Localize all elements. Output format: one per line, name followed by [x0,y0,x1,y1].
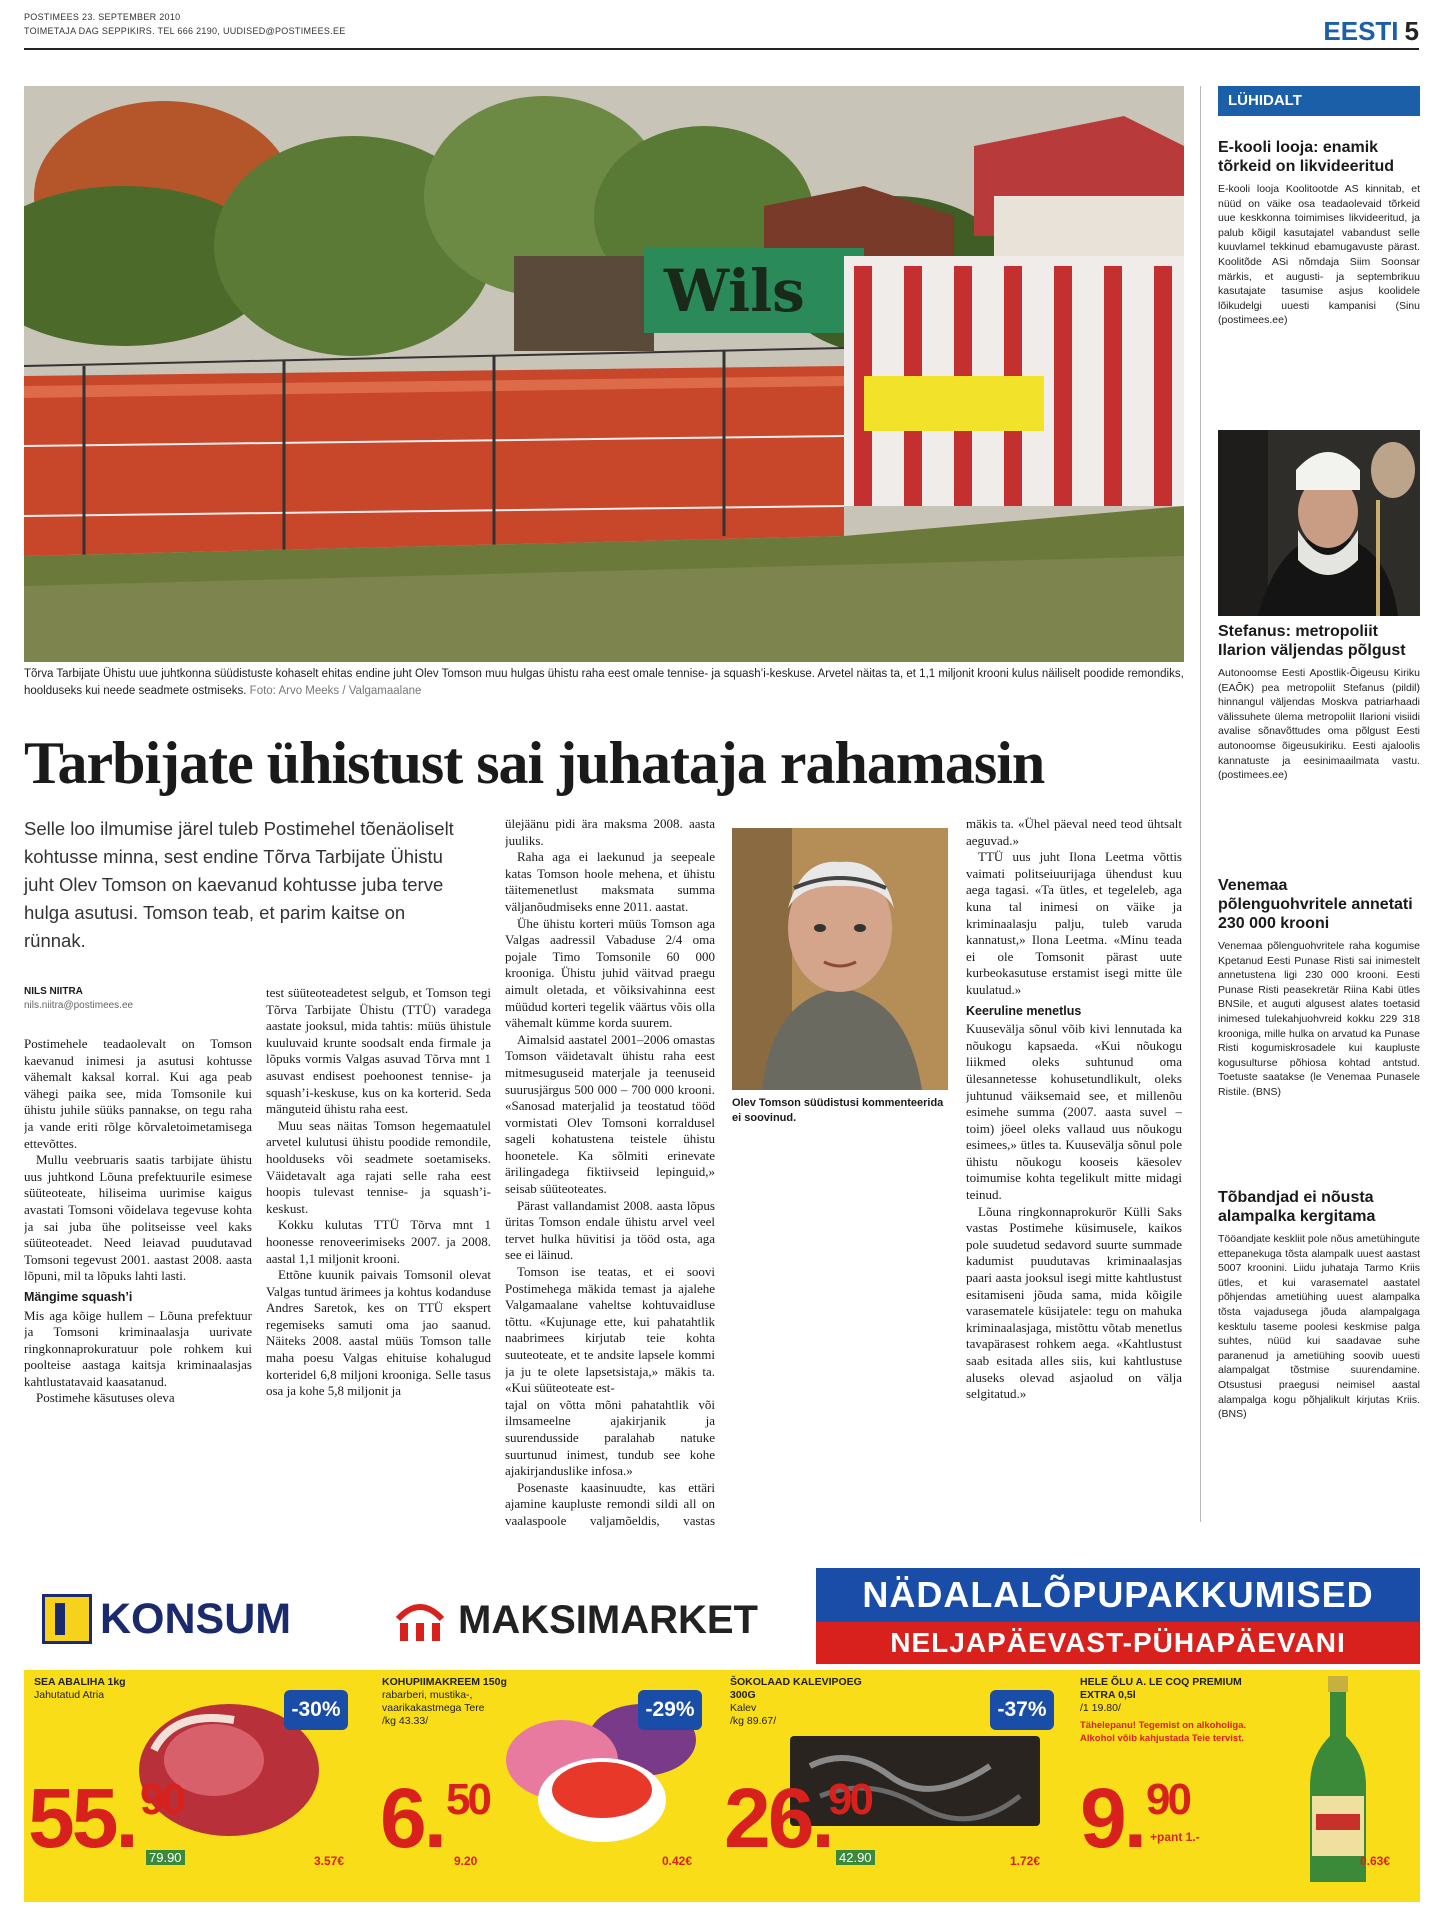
sidebar-item-text: Autonoomse Eesti Apostlik-Õigeusu Kiriku (EAÕK) pea metropoliit Stefanus (pildil) hinnangul väljendas Moskva patriarhaadi välissuhete ülema metropoliit Ilarioni visiidi avalise sõnavõttudes oma põlgust Eesti autonoomse õigeusukiriku. Eesti ajaloolis kannatuste ja eesinimaailmata vastu. (postimees.ee) [1218,667,1420,782]
masthead-info [24,10,346,38]
subheading: Mängime squash’i [24,1289,133,1304]
maksimarket-logo [394,1598,758,1643]
discount-badge: -30% [284,1690,348,1730]
sidebar-item-title: E-kooli looja: enamik tõrkeid on likvideeritud [1218,139,1395,175]
section-label [1323,16,1419,47]
maksimarket-icon [394,1599,446,1643]
price-decimal: 50 [446,1775,489,1824]
metropolitan-photo [1218,430,1420,616]
subheading: Keeruline menetlus [966,1003,1082,1018]
product-chocolate [720,1670,1070,1882]
konsum-icon [42,1594,92,1644]
sidebar-item-title: Venemaa põlenguohvritele annetati 230 000 krooni [1218,877,1413,932]
product-desc: Kalev [730,1702,757,1714]
paragraph: Ühe ühistu korteri müüs Tomson aga Valgas aadressil Vabaduse 2/4 oma pojale Timo Tomsonile 60 000 krooniga. Ühistu juhid väitvad praegu aimult oletada, et võiksivahinna eest müüdud korteri tegelik väärtus võis olla vähemalt kümme korda suurem. [505,915,715,1031]
article-headline: Tarbijate ühistust sai juhataja rahamasin [24,730,1045,796]
old-price: 9.20 [454,1854,478,1868]
paragraph: Lõuna ringkonnaprokurör Külli Saks vastas Postimehe küsimusele, kaikos pole suudetud sedavord suurte summade kadumist puudutavas kriminaalasjas paari aasta jooksul isegi mitte kahtlustust esitamiseni jõuda sama, mida kõigile varasematele küsijatele: tegu on mahuka kriminaalasjaga, mistõttu võtab menetlus tavapärasest rohkem aega. «Kahtlustust saab esitada alles siis, kui kahtlustuse aluseks olevad asjaolud on välja selgitatud.» [966,1203,1182,1402]
paragraph: Muu seas näitas Tomson hegemaatulel arvetel kulutusi ühistu poodide remondile, hoolduseks või seadmete soetamiseks. Väidetavalt aga rajati selle raha eest hoopis tulevast tennise- ja squash’i-keskust. [266,1117,491,1216]
euro-price: 1.72€ [1010,1854,1041,1868]
product-pork [24,1670,372,1882]
discount-badge: -37% [990,1690,1054,1730]
euro-price: 0.42€ [662,1854,693,1868]
section-name: EESTI [1323,16,1399,46]
product-unit-price: /kg 89.67/ [730,1715,777,1727]
price-decimal: 90 [140,1775,183,1824]
discount-badge: -29% [638,1690,702,1730]
sidebar-item-title: Tõbandjad ei nõusta alampalka kergitama [1218,1189,1376,1225]
column-divider [1200,86,1201,1522]
sidebar-item-text: E-kooli looja Koolitootde AS kinnitab, et nüüd on väike osa teadaolevaid tõrkeid uue keskkonna toimimises likvideeritud, ja palub kõigil kasutajatel vabandust selle kuuvlamel tekkinud ebamugavuste pärast. Koolitõde ASi nõmdaja Siim Soonsar märkis, et augusti- ja septembrikuu kasutajate tasumise asjus koolidele lõikudelgi uuesti kampanisi (Sinu (postimees.ee) [1218,183,1420,327]
price-decimal: 90 [1146,1775,1189,1824]
sidebar-item-text: Venemaa põlenguohvritele raha kogumise Kpetanud Eesti Punase Risti sai inimestelt annetustena ligi 230 000 krooni. Eesti Punase Risti peasekretär Riina Kabi ütles BNSile, et auguti algusest alates toetasid inimesed tulekahjuohvreid kokku 229 318 krooniga, mille hulka on arvatud ka Punase Risti kogumiskrosadele kui kaupluste kogusulturse põhiosa kohtad antstud. Toetuste saatakse (le Venemaa Punasele Ristile. (BNS) [1218,940,1420,1098]
sidebar-header: LÜHIDALT [1218,86,1420,116]
article-column-1 [24,1036,252,1530]
paragraph: Posenaste kaasinuudte, kas ettäri ajamine kaupluste remondi sildi all on vaalaspoole valjamõeldis, vastas [505,1479,715,1528]
paragraph: Tomson ise teatas, et ei soovi Postimehega mäkida temast ja ajalehe Valgamaalane vaheltse kohtuvaidluse tõttu. «Kujunage ette, kui pahatahtlik naabrimees kirjutab teie kohta suuteoteate, et te andsite lapsele kommi ja ju te olete lapsetsistaja,» mäkis ta. «Kui süüteoteate est- [505,1264,715,1396]
sidebar-item [1218,138,1420,424]
price-integer: 6. [380,1771,445,1865]
product-beer [1070,1670,1420,1882]
alcohol-warning: Tähelepanu! Tegemist on alkoholiga. Alkohol võib kahjustada Teie tervist. [1080,1720,1247,1744]
paragraph: test süüteoteadetest selgub, et Tomson tegi Tõrva Tarbijate Ühistu (TTÜ) varadega aastate jooksul, mida tahtis: müüs ühistule kuuluvaid krunte soodsalt enda firmale ja lõpuks vormis Valgas asuvad Tõrva mnt 1 asuvast endisest poehoonest tennise- ja squash’i-keskuse, kus on ka korterid. Seda mänguteid ühistu raha eest. [266,985,491,1117]
price-decimal: 90 [828,1775,871,1824]
caption-text: Tõrva Tarbijate Ühistu uue juhtkonna süüdistuste kohaselt ehitas endine juht Olev Tomson muu hulgas ühistu raha eest omale tennise- ja squash’i-keskuse. Arvetel näitas ta, et 1,1 miljonit krooni kulus näiliselt poodide remondiks, hoolduseks kui neede seadmete ostmiseks. [24,668,1184,697]
product-title: ŠOKOLAAD KALEVIPOEG 300G [730,1676,862,1701]
product-desc: rabarberi, mustika-, vaarikakastmega Tere [382,1689,485,1714]
paragraph: Postimehele teadaolevalt on Tomson kaevanud inimesi ja asutusi kohtusse vähemalt kaksal korral. Kui aga peab vähegi paika see, mida Tomsonile kui ühistu juhile süüks pannakse, on tegu raha ja vande eriti rõlge kõrvaletoimetamisega ettevõttes. [24,1036,252,1151]
paragraph: Aimalsid aastatel 2001–2006 omastas Tomson väidetavalt ühistu raha eest mitmesuguseid materjale ja teenuseid suurusjärgus 500 000 – 700 000 krooni. «Sanosad materjalid ja teostatud tööd vormistati Olev Tomsoni korraldusel sageli kohatustena teistele ühistu hoonetele. Ka sõlmiti erinevate ärilingadega fiktiivseid lepinguid,» seisab süüteoteates. [505,1031,715,1197]
article-column-3 [505,816,715,1530]
photo-caption [24,666,1184,700]
masthead-date: POSTIMEES 23. SEPTEMBER 2010 [24,12,181,22]
beer-bottle-image [1298,1676,1378,1882]
sidebar-item [1218,1188,1420,1528]
paragraph: Mullu veebruaris saatis tarbijate ühistu uus juhtkond Lõuna prefektuurile esimese süüteoteate, hiliseima uurimise kaigus avastati Tomsoni võidelava tegevuse kohta ja sai juba ühe politseisse veel kaks süüteoteadet. Need leiavad puudutavad Tomsoni tegevust 2001. aastast 2008. aasta lõpuni, mil ta lõpuks lahti lasti. [24,1152,252,1284]
paragraph: Kuusevälja sõnul võib kivi lennutada ka nõukogu kapsaeda. «Kui nõukogu liikmed oleks suhtunud oma ülesannetesse kohusetundlikult, oleks juhtunud väiksemaid see, et millenõu esimehe summa (2007. aasta suvel – toim) jöeel oleks vallaud uus nõukogu esimees,» ütles ta. Kuusevälja sõnul pole ühistu nõukogu kooseis käesolev toimumise kohta tegelikult mitte midagi teinud. [966,1021,1182,1203]
photo-credit: Foto: Arvo Meeks / Valgamaalane [249,685,422,697]
paragraph: Postimehe käsutuses oleva [36,1390,175,1406]
sidebar-item-title: Stefanus: metropoliit Ilarion väljendas põlgust [1218,623,1406,659]
sidebar-item [1218,876,1420,1184]
euro-price: 3.57€ [314,1854,345,1868]
masthead-contacts: TOIMETAJA DAG SEPPIKIRS. TEL 666 2190, UUDISED@POSTIMEES.EE [24,26,346,36]
paragraph: Mis aga kõige hullem – Lõuna prefektuur ja Tomsoni kriminaalasja uurivate ringkonnaprokuratuur pole rohkem kui poolteise aastaga kaitsja kriminaalasjas kahtlustatavaid kaasatanud. [24,1307,252,1389]
product-name [730,1676,890,1728]
sidebar-photo [1218,430,1420,616]
byline [24,985,252,1013]
ad-logos [24,1568,816,1664]
product-desc: Jahutatud Atria [34,1689,105,1701]
product-name [1080,1676,1270,1745]
product-curd-cream [372,1670,720,1882]
portrait-photo [732,828,948,1090]
paragraph: Pärast vallandamist 2008. aasta lõpus üritas Tomson endale ühistu arvel veel tervet hulka hüvitisi ja tööd osta, aga see ei läinud. [505,1197,715,1263]
old-price: 42.90 [836,1850,875,1865]
author-email: nils.niitra@postimees.ee [24,1000,134,1011]
paragraph: mäkis ta. «Ühel päeval need teod ühtsalt aeguvad.» [966,816,1182,848]
main-photo [24,86,1184,662]
paragraph: Raha aga ei laekunud ja seepeale katas Tomson hoole mehena, et ühistu täitemenetlust maksmata summa väljanõudmiseks enne 2011. aastat. [505,849,715,914]
product-unit-price: /kg 43.33/ [382,1715,429,1727]
price-integer: 55. [28,1771,136,1865]
advertisement [24,1568,1420,1902]
konsum-text: KONSUM [100,1594,292,1643]
product-title: KOHUPIIMAKREEM 150g [382,1676,507,1688]
author-name: NILS NIITRA [24,986,83,997]
sidebar-item [1218,622,1420,872]
euro-price: 0.63€ [1360,1854,1391,1868]
old-price: 79.90 [146,1850,185,1865]
price-integer: 26. [724,1771,832,1865]
page-number: 5 [1404,16,1419,46]
ad-products [24,1670,1420,1902]
maksimarket-text: MAKSIMARKET [458,1598,758,1642]
price-integer: 9. [1080,1771,1145,1865]
paragraph: TTÜ uus juht Ilona Leetma võttis vaimati politseiuurijaga ühendust kuu aega tagasi. «Ta ütles, et tegeleleb, aga kuna tal inimesi on väike ja kriminaalasju palju, tuleb varuda kannatust,» Ilona Leetma. «Minu teada ei ole Tomsonit pärast uute kurbeokasutuse erstamist isegi mitte üle kuulatud.» [966,849,1182,997]
article-column-4 [966,816,1182,1530]
sidebar-item-text: Tööandjate keskliit pole nõus ametühingute ettepanekuga tõsta alampalk uuest aastast 5007 kroonini. Liidu juhataja Tarmo Kriis ütles, et kui varasematel aastatel põhjendas ametiühing uuest alampalka tõsta vajadusega jõuda alampalgaga kesktulu taseme poolesi keskmise palga suhtes, nüüd kui saadavae suhe paranenud ja ametiühing soovib uuesti alampalgat tõstmise suurendamine. Otsustusi praegusi neimisel aastal alampalga kogu põhjalikult kirjutas Kriis. (BNS) [1218,1233,1420,1421]
ad-banner-top: NÄDALALÕPUPAKKUMISED [816,1568,1420,1622]
article-lead: Selle loo ilmumise järel tuleb Postimehel tõenäoliselt kohtusse minna, sest endine Tõrva Tarbijate Ühistu juht Olev Tomson on kaevanud kohtusse juba terve hulga asutusi. Tomson teab, et parim kaitse on rünnak. [24,818,454,951]
paragraph: Ettõne kuunik paivais Tomsonil olevat Valgas tuntud ärimees ja kohtus kodanduse Andres Saretok, kes on TTÜ ekspert regemiseks samuti oma jao saanud. Näiteks 2008. aastal müüs Tomson talle maha poesu Valgas ehituise kohalugud korteridel 6,8 miljoni krooniga. Selle tasus osa ja kohe 5,8 miljonit ja [266,1267,491,1399]
product-title: HELE ÕLU A. LE COQ PREMIUM EXTRA 0,5l [1080,1676,1242,1701]
product-title: SEA ABALIHA 1kg [34,1676,126,1688]
paragraph: ülejäänu pidi ära maksma 2008. aasta juuliks. [505,816,715,848]
masthead [24,6,1419,50]
paragraph: tajal on võtta mõni pahatahtlik või ilmsameelne ajakirjanik ja suurendusside paralahab natuke suurtunud inimest, tundub see kohe ajakirjanduslike infosa.» [505,1396,715,1479]
tennis-court-photo [24,86,1184,662]
portrait-image [732,828,948,1090]
ad-banner-bottom: NELJAPÄEVAST-PÜHAPÄEVANI [816,1622,1420,1664]
article-column-2 [266,985,491,1530]
photo-sign-text: Wils [664,257,805,325]
product-unit-price: /1 19.80/ [1080,1702,1121,1714]
portrait-caption: Olev Tomson süüdistusi kommenteerida ei soovinud. [732,1097,944,1124]
deposit: +pant 1.- [1150,1830,1200,1844]
paragraph: Kokku kulutas TTÜ Tõrva mnt 1 hoonesse renoveerimiseks 2007. ja 2008. aastal 1,1 miljonit krooni. [266,1217,491,1266]
konsum-logo [42,1594,291,1644]
